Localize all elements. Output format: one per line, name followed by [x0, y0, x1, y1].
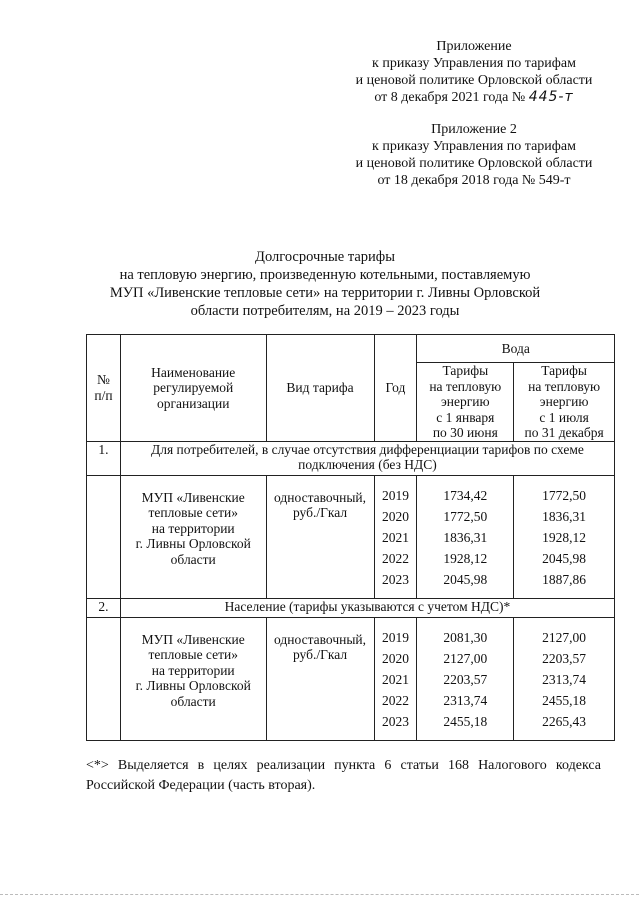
order-authority: и ценовой политике Орловской области [355, 73, 593, 88]
header-number: № п/п [87, 335, 121, 442]
tariff-values-jan: 1734,42 1772,50 1836,31 1928,12 2045,98 [417, 475, 514, 598]
years-list: 2019 2020 2021 2022 2023 [374, 617, 417, 740]
tariff-table [86, 334, 615, 741]
tariff-values-jul: 1772,50 1836,31 1928,12 2045,98 1887,86 [514, 475, 615, 598]
appendix-label: Приложение 2 [431, 122, 517, 137]
appendix-label: Приложение [436, 39, 512, 54]
tariff-values-jul: 2127,00 2203,57 2313,74 2455,18 2265,43 [514, 617, 615, 740]
order-authority: и ценовой политике Орловской области [355, 156, 593, 171]
section-row [87, 598, 615, 617]
order-date: от 8 декабря 2021 года № [374, 90, 526, 105]
appendix-header-original [349, 121, 599, 189]
header-water: Вода [417, 335, 615, 363]
title-line: на тепловую энергию, произведенную котельными, поставляемую [119, 267, 531, 283]
title-line: МУП «Ливенские тепловые сети» на территории г. Ливны Орловской [109, 285, 541, 301]
title-line: Долгосрочные тарифы [255, 249, 395, 265]
order-date: от 18 декабря 2018 года № 549-т [377, 173, 571, 188]
tariff-values-jan: 2081,30 2127,00 2203,57 2313,74 2455,18 [417, 617, 514, 740]
document-title [90, 248, 560, 320]
header-organization: Наименование регулируемой организации [120, 335, 266, 442]
page-bottom-edge [0, 894, 639, 895]
order-date-line [349, 89, 599, 106]
header-jul-dec: Тарифы на тепловую энергию с 1 июля по 31 декабря [514, 363, 615, 442]
section-number: 2. [87, 598, 121, 617]
order-reference: к приказу Управления по тарифам [372, 139, 576, 154]
table-row [87, 475, 615, 598]
title-line: области потребителям, на 2019 – 2023 годы [190, 303, 460, 319]
footnote: <*> Выделяется в целях реализации пункта 6 статьи 168 Налогового кодекса Российской Федерации (часть вторая). [86, 758, 601, 793]
header-tariff-type: Вид тарифа [266, 335, 374, 442]
section-label: Население (тарифы указываются с учетом НДС)* [120, 598, 614, 617]
tariff-type: одноставочный, руб./Гкал [266, 475, 374, 598]
header-year: Год [374, 335, 417, 442]
section-label: Для потребителей, в случае отсутствия дифференциации тарифов по схеме подключения (без НДС) [120, 441, 614, 475]
years-list: 2019 2020 2021 2022 2023 [374, 475, 417, 598]
section-row [87, 441, 615, 475]
header-jan-jun: Тарифы на тепловую энергию с 1 января по 30 июня [417, 363, 514, 442]
organization-name: МУП «Ливенские тепловые сети» на территории г. Ливны Орловской области [120, 475, 266, 598]
tariff-type: одноставочный, руб./Гкал [266, 617, 374, 740]
section-number: 1. [87, 441, 121, 475]
organization-name: МУП «Ливенские тепловые сети» на территории г. Ливны Орловской области [120, 617, 266, 740]
appendix-header-current [349, 38, 599, 106]
table-row [87, 617, 615, 740]
order-reference: к приказу Управления по тарифам [372, 56, 576, 71]
handwritten-order-number: 445-т [528, 89, 574, 105]
